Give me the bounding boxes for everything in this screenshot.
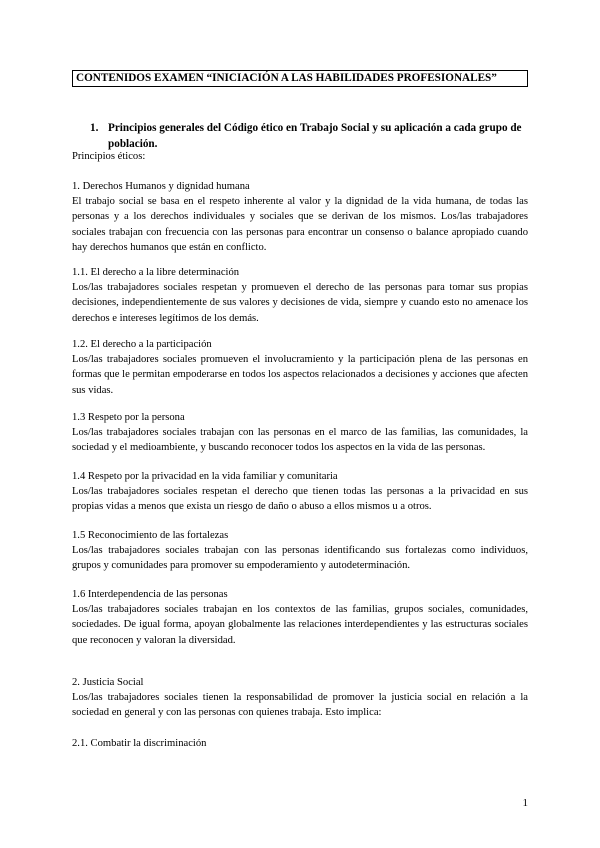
principle-body: Los/las trabajadores sociales promueven el involucramiento y la participación plena de las personas en formas que le permitan empoderarse en todos los aspectos relacionados a decisiones y acciones que afecten sus vidas. [72, 354, 528, 396]
principle-title: 1.1. El derecho a la libre determinación [72, 267, 240, 278]
principle-block [72, 675, 528, 721]
section-heading [90, 120, 530, 152]
principle-body: Los/las trabajadores sociales respetan el derecho que tienen todas las personas a la privacidad en sus propias vidas a menos que exista un riesgo de daño o abuso a ellos mismos u a otros. [72, 486, 528, 513]
document-title: CONTENIDOS EXAMEN “INICIACIÓN A LAS HABILIDADES PROFESIONALES” [72, 70, 528, 87]
principle-block [72, 469, 528, 515]
principle-block [72, 736, 528, 751]
principle-title: 2. Justicia Social [72, 677, 144, 688]
principle-title: 1.4 Respeto por la privacidad en la vida familiar y comunitaria [72, 471, 338, 482]
intro-label: Principios éticos: [72, 151, 146, 162]
principle-body: Los/las trabajadores sociales tienen la responsabilidad de promover la justicia social en relación a la sociedad en general y con las personas con quienes trabaja. Esto implica: [72, 692, 528, 719]
section-heading-text: Principios generales del Código ético en Trabajo Social y su aplicación a cada grupo de población. [108, 122, 522, 150]
intro-text [72, 149, 528, 164]
principle-body: El trabajo social se basa en el respeto inherente al valor y la dignidad de la vida humana, de todas las personas y a los derechos individuales y sociales que se derivan de los mismos. Los/las trabajadores sociales trabajan con frecuencia con las personas para encontrar un consenso o balance apropiado cuando hay derechos humanos que están en conflicto. [72, 196, 528, 253]
page-number: 1 [522, 797, 528, 809]
principle-block [72, 337, 528, 398]
principle-title: 1.6 Interdependencia de las personas [72, 589, 228, 600]
principle-title: 1. Derechos Humanos y dignidad humana [72, 181, 250, 192]
principle-title: 2.1. Combatir la discriminación [72, 738, 207, 749]
principle-block [72, 179, 528, 255]
principle-body: Los/las trabajadores sociales trabajan en los contextos de las familias, grupos sociales, comunidades, sociedades. De igual forma, apoyan globalmente las relaciones interdependientes y las estructuras sociales que reconocen y valoran la diversidad. [72, 604, 528, 646]
principle-body: Los/las trabajadores sociales respetan y promueven el derecho de las personas para tomar sus propias decisiones, independientemente de sus valores y decisiones de vida, siempre y cuando esto no amenace los derechos e intereses legítimos de los demás. [72, 282, 528, 324]
section-number: 1. [90, 122, 99, 134]
principle-title: 1.2. El derecho a la participación [72, 339, 212, 350]
principle-block [72, 410, 528, 456]
principle-body: Los/las trabajadores sociales trabajan con las personas identificando sus fortalezas como individuos, grupos y comunidades para promover su empoderamiento y autodeterminación. [72, 545, 528, 572]
principle-title: 1.3 Respeto por la persona [72, 412, 185, 423]
principle-block [72, 528, 528, 574]
principle-block [72, 587, 528, 648]
principle-title: 1.5 Reconocimiento de las fortalezas [72, 530, 229, 541]
principle-block [72, 265, 528, 326]
principle-body: Los/las trabajadores sociales trabajan con las personas en el marco de las familias, las comunidades, la sociedad y el medioambiente, y buscando reconocer todos los aspectos en la vida de las personas. [72, 427, 528, 454]
